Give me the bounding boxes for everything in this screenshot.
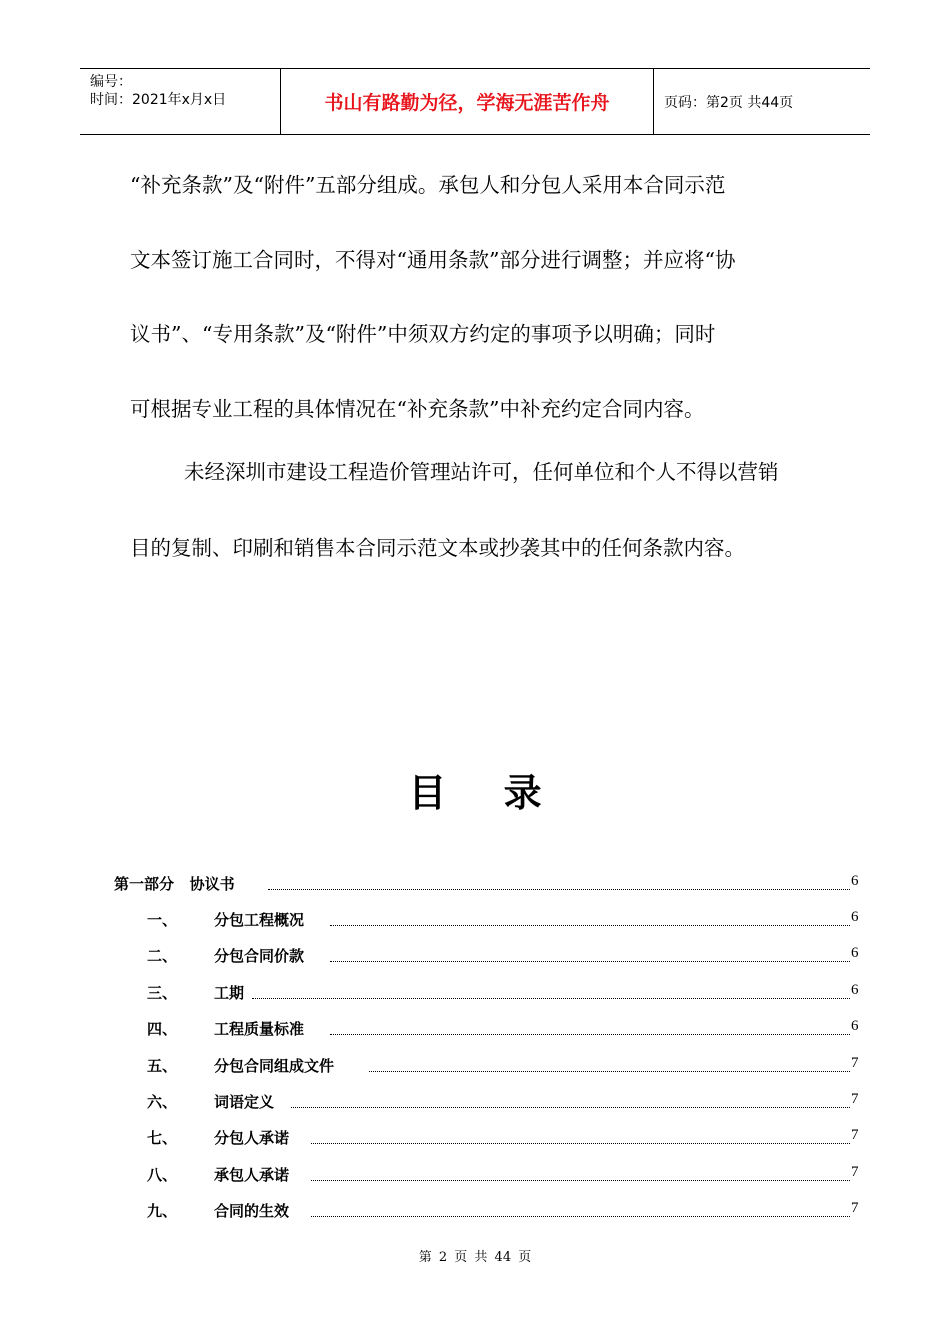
toc-item-label: 分包人承诺 [214, 1129, 290, 1147]
body-line: 未经深圳市建设工程造价管理站许可，任何单位和个人不得以营销 [184, 460, 779, 484]
body-line: “补充条款”及“附件”五部分组成。承包人和分包人采用本合同示范 [130, 173, 726, 197]
toc-page-number: 6 [851, 873, 859, 889]
toc-leader [252, 998, 850, 999]
toc-item-row[interactable] [0, 1091, 950, 1113]
toc-page-number: 7 [851, 1055, 859, 1071]
toc-part-label: 第一部分 协议书 [114, 875, 235, 893]
toc-item-label: 承包人承诺 [214, 1166, 290, 1184]
toc-leader [311, 1216, 850, 1217]
toc-page-number: 6 [851, 1018, 859, 1034]
toc-part-row[interactable] [0, 873, 950, 895]
toc-item-label: 词语定义 [214, 1093, 275, 1111]
header-page-info: 页码：第2页 共44页 [664, 94, 794, 111]
toc-item-number: 六、 [147, 1093, 178, 1111]
toc-item-row[interactable] [0, 1200, 950, 1222]
document-header [80, 68, 870, 135]
header-meta [80, 69, 281, 134]
header-motto: 书山有路勤为径，学海无涯苦作舟 [281, 69, 654, 134]
date-label: 时间：2021年x月x日 [90, 92, 227, 108]
toc-page-number: 7 [851, 1091, 859, 1107]
toc-leader [311, 1180, 850, 1181]
toc-item-label: 工期 [214, 984, 245, 1002]
toc-item-row[interactable] [0, 945, 950, 967]
toc-item-number: 七、 [147, 1129, 178, 1147]
toc-page-number: 7 [851, 1127, 859, 1143]
toc-leader [268, 889, 850, 890]
toc-item-number: 一、 [147, 911, 178, 929]
toc-item-row[interactable] [0, 1018, 950, 1040]
toc-page-number: 6 [851, 982, 859, 998]
toc-page-number: 7 [851, 1200, 859, 1216]
toc-item-label: 分包工程概况 [214, 911, 305, 929]
toc-item-row[interactable] [0, 909, 950, 931]
toc-item-label: 合同的生效 [214, 1202, 290, 1220]
body-line: 议书”、“专用条款”及“附件”中须双方约定的事项予以明确；同时 [130, 322, 716, 346]
toc-leader [311, 1143, 850, 1144]
toc-title: 目 录 [408, 771, 564, 815]
number-label: 编号： [90, 74, 132, 90]
body-line: 文本签订施工合同时，不得对“通用条款”部分进行调整；并应将“协 [130, 248, 736, 272]
toc-page-number: 7 [851, 1164, 859, 1180]
toc-item-row[interactable] [0, 1164, 950, 1186]
toc-item-row[interactable] [0, 1127, 950, 1149]
toc-item-label: 分包合同组成文件 [214, 1057, 335, 1075]
toc-item-number: 二、 [147, 947, 178, 965]
toc-item-label: 分包合同价款 [214, 947, 305, 965]
toc-item-number: 四、 [147, 1020, 178, 1038]
toc-page-number: 6 [851, 909, 859, 925]
toc-item-number: 五、 [147, 1057, 178, 1075]
toc-leader [291, 1107, 850, 1108]
toc-item-number: 九、 [147, 1202, 178, 1220]
body-line: 可根据专业工程的具体情况在“补充条款”中补充约定合同内容。 [130, 397, 705, 421]
toc-item-number: 八、 [147, 1166, 178, 1184]
toc-item-row[interactable] [0, 982, 950, 1004]
body-line: 目的复制、印刷和销售本合同示范文本或抄袭其中的任何条款内容。 [130, 536, 745, 560]
page-footer: 第 2 页 共 44 页 [418, 1250, 532, 1265]
toc-item-number: 三、 [147, 984, 178, 1002]
toc-page-number: 6 [851, 945, 859, 961]
toc-leader [330, 1034, 850, 1035]
toc-item-label: 工程质量标准 [214, 1020, 305, 1038]
toc-item-row[interactable] [0, 1055, 950, 1077]
toc-leader [330, 925, 850, 926]
toc-leader [330, 961, 850, 962]
toc-leader [369, 1071, 850, 1072]
